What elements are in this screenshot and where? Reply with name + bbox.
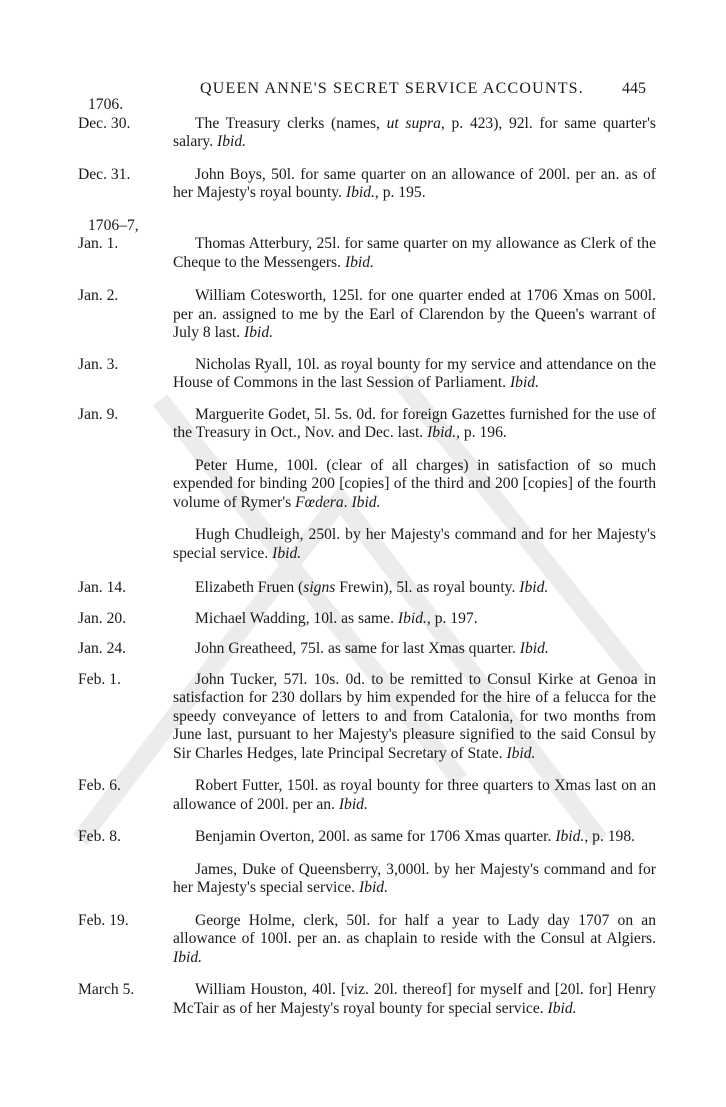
entry-date — [76, 356, 173, 375]
entry-paragraph: Marguerite Godet, 5l. 5s. 0d. for foreign Gazettes furnished for the use of the Treasury in Oct., Nov. and Dec. last. Ibid., p. 196. — [173, 405, 656, 441]
entry-text — [173, 828, 656, 847]
entry-text — [173, 579, 656, 598]
entry-date — [76, 610, 173, 629]
entry-paragraph: Nicholas Ryall, 10l. as royal bounty for my service and attendance on the House of Commons in the last Session of Parliament. Ibid. — [173, 355, 656, 391]
account-entry — [76, 526, 656, 563]
entry-text — [173, 526, 656, 563]
entry-day: Jan. 9. — [78, 405, 119, 423]
entry-paragraph: Elizabeth Fruen (signs Frewin), 5l. as royal bounty. Ibid. — [195, 579, 549, 596]
entry-paragraph: George Holme, clerk, 50l. for half a year to Lady day 1707 on an allowance of 100l. per an. as chaplain to reside with the Consul at Algiers. Ibid. — [173, 911, 656, 966]
entry-text — [173, 356, 656, 393]
entry-paragraph: Thomas Atterbury, 25l. for same quarter on my allowance as Clerk of the Cheque to the Messengers. Ibid. — [173, 235, 656, 271]
entry-day: Dec. 30. — [78, 114, 131, 132]
entry-date — [76, 166, 173, 185]
entry-date — [76, 640, 173, 659]
entry-paragraph: The Treasury clerks (names, ut supra, p. 423), 92l. for same quarter's salary. Ibid. — [173, 114, 656, 150]
account-entry — [76, 777, 656, 814]
entry-date — [76, 981, 173, 1000]
account-entry — [76, 912, 656, 968]
entry-date — [76, 671, 173, 690]
entry-text — [173, 671, 656, 764]
account-entry — [76, 457, 656, 513]
entry-paragraph: Peter Hume, 100l. (clear of all charges) in satisfaction of so much expended for binding 200 [copies] of the third and 200 [copies] of the fourth volume of Rymer's Fœdera. Ibid. — [173, 456, 656, 511]
entry-day: Jan. 20. — [78, 609, 127, 627]
accounts-list — [76, 96, 656, 1032]
entry-date — [76, 96, 173, 133]
entry-text — [173, 610, 656, 629]
entry-day: Feb. 8. — [78, 828, 121, 845]
entry-text — [173, 96, 656, 152]
entry-day: Jan. 2. — [78, 287, 119, 304]
entry-text — [173, 287, 656, 343]
entry-text — [173, 166, 656, 203]
entry-day: Feb. 6. — [78, 777, 121, 794]
account-entry — [76, 861, 656, 898]
entry-text — [173, 777, 656, 814]
entry-text — [173, 981, 656, 1018]
account-entry — [76, 356, 656, 393]
entry-paragraph: Michael Wadding, 10l. as same. Ibid., p. 197. — [195, 609, 478, 627]
page-number: 445 — [622, 80, 646, 97]
entry-date — [76, 287, 173, 306]
account-entry — [76, 610, 656, 629]
account-entry — [76, 406, 656, 443]
entry-text — [173, 457, 656, 513]
account-entry — [76, 96, 656, 152]
account-entry — [76, 828, 656, 847]
entry-paragraph: Robert Futter, 150l. as royal bounty for three quarters to Xmas last on an allowance of 200l. per an. Ibid. — [173, 777, 656, 813]
entry-paragraph: William Houston, 40l. [viz. 20l. thereof] for myself and [20l. for] Henry McTair as of her Majesty's royal bounty for special service. Ibid. — [173, 981, 656, 1017]
entry-day: Feb. 1. — [78, 670, 121, 688]
entry-date — [76, 406, 173, 425]
entry-date — [76, 777, 173, 796]
running-title: QUEEN ANNE'S SECRET SERVICE ACCOUNTS. — [200, 80, 584, 97]
entry-day: Jan. 3. — [78, 355, 119, 373]
entry-text — [173, 640, 656, 659]
entry-day: Jan. 24. — [78, 640, 127, 657]
entry-date — [76, 579, 173, 598]
account-entry — [76, 287, 656, 343]
entry-paragraph: John Boys, 50l. for same quarter on an allowance of 200l. per an. as of her Majesty's royal bounty. Ibid., p. 195. — [173, 165, 656, 201]
entry-paragraph: James, Duke of Queensberry, 3,000l. by her Majesty's command and for her Majesty's special service. Ibid. — [173, 860, 656, 896]
entry-text — [173, 217, 656, 273]
entry-date — [76, 828, 173, 847]
entry-year: 1706. — [88, 96, 124, 113]
entry-day: Jan. 14. — [78, 579, 127, 596]
account-entry — [76, 579, 656, 598]
entry-paragraph: Benjamin Overton, 200l. as same for 1706 Xmas quarter. Ibid., p. 198. — [195, 828, 636, 845]
entry-day: Feb. 19. — [78, 911, 129, 929]
account-entry — [76, 671, 656, 764]
entry-date — [76, 912, 173, 931]
entry-day: Jan. 1. — [78, 235, 119, 252]
entry-day: March 5. — [78, 981, 135, 998]
account-entry — [76, 640, 656, 659]
account-entry — [76, 217, 656, 273]
account-entry — [76, 166, 656, 203]
entry-paragraph: John Tucker, 57l. 10s. 0d. to be remitted to Consul Kirke at Genoa in satisfaction for 230 dollars by him expended for the hire of a felucca for the speedy conveyance of letters to and from Catalonia, for two months from June last, pursuant to her Majesty's pleasure signified to the said Consul by Sir Charles Hedges, late Principal Secretary of State. Ibid. — [173, 670, 656, 762]
entry-text — [173, 406, 656, 443]
entry-paragraph: Hugh Chudleigh, 250l. by her Majesty's command and for her Majesty's special service. Ibid. — [173, 526, 656, 562]
entry-paragraph: William Cotesworth, 125l. for one quarter ended at 1706 Xmas on 500l. per an. assigned to me by the Earl of Clarendon by the Queen's warrant of July 8 last. Ibid. — [173, 287, 656, 341]
entry-paragraph: John Greatheed, 75l. as same for last Xmas quarter. Ibid. — [195, 640, 549, 657]
entry-date — [76, 217, 173, 254]
entry-text — [173, 861, 656, 898]
entry-day: Dec. 31. — [78, 165, 131, 183]
account-entry — [76, 981, 656, 1018]
entry-year: 1706–7, — [88, 216, 139, 234]
entry-text — [173, 912, 656, 968]
